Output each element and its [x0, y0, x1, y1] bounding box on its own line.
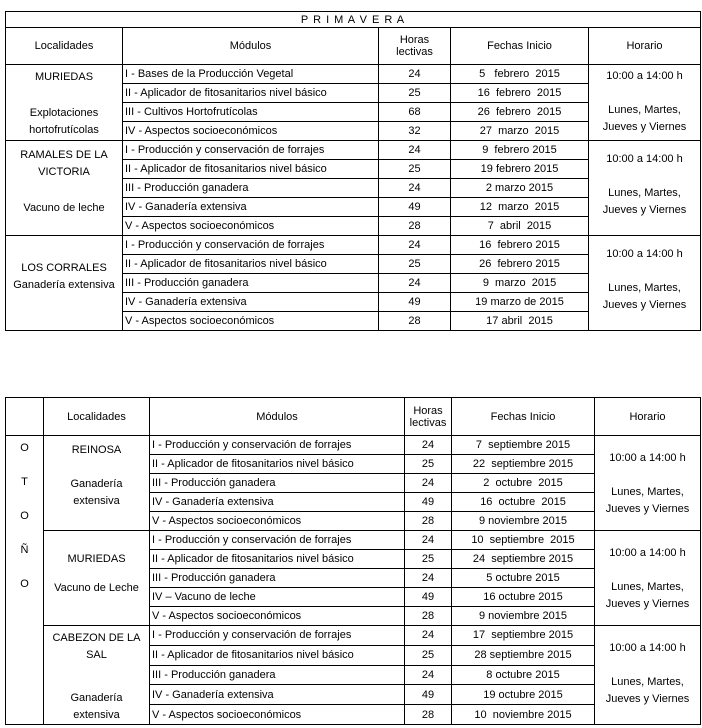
- location-specialty: Vacuno de Leche: [54, 582, 139, 594]
- location-name: CABEZON DE LA: [52, 632, 141, 644]
- header-horas: [405, 398, 452, 436]
- location-specialty: Ganadería: [70, 692, 123, 704]
- autumn-schedule-table: [5, 397, 701, 725]
- start-date-cell: 16 octubre 2015: [452, 588, 595, 607]
- header-modulos: Módulos: [123, 28, 379, 65]
- spacer: [595, 657, 700, 674]
- location-stack: [44, 626, 149, 724]
- start-date-cell: 19 febrero 2015: [451, 160, 589, 179]
- schedule-stack: [589, 236, 700, 314]
- schedule-stack: [595, 436, 700, 518]
- header-fechas: Fechas Inicio: [452, 398, 595, 436]
- start-date-cell: 19 marzo de 2015: [451, 293, 589, 312]
- module-cell: V - Aspectos socioeconómicos: [123, 312, 379, 331]
- hours-cell: 24: [379, 141, 451, 160]
- spring-schedule-table: [5, 11, 701, 331]
- schedule-time: 10:00 a 14:00 h: [606, 248, 683, 260]
- schedule-stack: [589, 141, 700, 219]
- spacer: [589, 263, 700, 280]
- location-cell: [44, 531, 150, 626]
- start-date-cell: 16 febrero 2015: [451, 236, 589, 255]
- schedule-cell: [595, 436, 701, 531]
- schedule-days: Lunes, Martes,: [611, 486, 684, 498]
- module-row: [6, 236, 701, 255]
- season-letter: T: [21, 476, 28, 488]
- start-date-cell: 16 febrero 2015: [451, 84, 589, 103]
- start-date-cell: 28 septiembre 2015: [452, 645, 595, 665]
- hours-cell: 32: [379, 122, 451, 141]
- start-date-cell: 26 febrero 2015: [451, 255, 589, 274]
- hours-cell: 49: [379, 293, 451, 312]
- start-date-cell: 8 octubre 2015: [452, 665, 595, 685]
- start-date-cell: 5 febrero 2015: [451, 65, 589, 84]
- schedule-time: 10:00 a 14:00 h: [609, 452, 686, 464]
- spacer: [589, 85, 700, 102]
- hours-cell: 24: [379, 179, 451, 198]
- start-date-cell: 27 marzo 2015: [451, 122, 589, 141]
- location-stack: [44, 531, 149, 597]
- spacer: [6, 181, 122, 200]
- season-letter: Ñ: [20, 544, 29, 556]
- schedule-days: Lunes, Martes,: [608, 104, 681, 116]
- module-row: [6, 141, 701, 160]
- location-stack: [6, 141, 122, 217]
- header-row: [6, 398, 701, 436]
- header-localidades: Localidades: [6, 28, 123, 65]
- spacer: [595, 562, 700, 579]
- season-letter: O: [20, 578, 29, 590]
- module-cell: II - Aplicador de fitosanitarios nivel básico: [150, 550, 405, 569]
- module-cell: II - Aplicador de fitosanitarios nivel básico: [150, 645, 405, 665]
- module-cell: IV - Ganadería extensiva: [123, 293, 379, 312]
- start-date-cell: 26 febrero 2015: [451, 103, 589, 122]
- schedule-time: 10:00 a 14:00 h: [609, 642, 686, 654]
- module-cell: II - Aplicador de fitosanitarios nivel básico: [123, 160, 379, 179]
- hours-cell: 28: [379, 217, 451, 236]
- start-date-cell: 24 septiembre 2015: [452, 550, 595, 569]
- header-horas-line1: Horas: [413, 404, 443, 417]
- schedule-days: Jueves y Viernes: [605, 598, 690, 610]
- hours-cell: 24: [405, 531, 452, 550]
- schedule-days: Lunes, Martes,: [608, 282, 681, 294]
- schedule-days: Lunes, Martes,: [611, 676, 684, 688]
- schedule-days: Jueves y Viernes: [602, 204, 687, 216]
- module-cell: I - Producción y conservación de forrajes: [150, 626, 405, 646]
- module-row: [6, 531, 701, 550]
- module-cell: III - Cultivos Hortofrutícolas: [123, 103, 379, 122]
- hours-cell: 24: [405, 569, 452, 588]
- schedule-cell: [595, 531, 701, 626]
- header-modulos: Módulos: [150, 398, 405, 436]
- header-horario: Horario: [595, 398, 701, 436]
- hours-cell: 24: [405, 436, 452, 455]
- hours-cell: 24: [405, 474, 452, 493]
- hours-cell: 49: [405, 493, 452, 512]
- module-cell: II - Aplicador de fitosanitarios nivel básico: [150, 455, 405, 474]
- hours-cell: 49: [379, 198, 451, 217]
- module-cell: IV – Vacuno de leche: [150, 588, 405, 607]
- location-name: MURIEDAS: [67, 553, 126, 565]
- header-row: [6, 28, 701, 65]
- location-specialty: extensiva: [73, 495, 120, 507]
- season-letters-cell: [6, 436, 44, 725]
- season-column-header: [6, 398, 44, 436]
- module-cell: IV - Ganadería extensiva: [150, 685, 405, 705]
- schedule-time: 10:00 a 14:00 h: [606, 153, 683, 165]
- location-name: LOS CORRALES: [21, 262, 107, 274]
- header-horas-line2: lectivas: [409, 416, 447, 429]
- hours-cell: 25: [405, 645, 452, 665]
- start-date-cell: 19 octubre 2015: [452, 685, 595, 705]
- spacer: [44, 568, 149, 580]
- hours-cell: 24: [379, 236, 451, 255]
- header-localidades: Localidades: [44, 398, 150, 436]
- module-cell: I - Producción y conservación de forrajes: [123, 236, 379, 255]
- schedule-time: 10:00 a 14:00 h: [609, 547, 686, 559]
- schedule-stack: [589, 65, 700, 136]
- schedule-days: Jueves y Viernes: [602, 121, 687, 133]
- hours-cell: 49: [405, 685, 452, 705]
- header-horas: [379, 28, 451, 65]
- schedule-time: 10:00 a 14:00 h: [606, 70, 683, 82]
- hours-cell: 28: [405, 607, 452, 626]
- schedule-days: Jueves y Viernes: [602, 299, 687, 311]
- module-cell: II - Aplicador de fitosanitarios nivel básico: [123, 255, 379, 274]
- schedule-days: Lunes, Martes,: [608, 187, 681, 199]
- schedule-stack: [595, 626, 700, 708]
- module-cell: V - Aspectos socioeconómicos: [123, 217, 379, 236]
- module-cell: V - Aspectos socioeconómicos: [150, 512, 405, 531]
- hours-cell: 25: [379, 160, 451, 179]
- start-date-cell: 9 febrero 2015: [451, 141, 589, 160]
- hours-cell: 28: [405, 512, 452, 531]
- start-date-cell: 10 septiembre 2015: [452, 531, 595, 550]
- module-cell: III - Producción ganadera: [123, 179, 379, 198]
- start-date-cell: 17 abril 2015: [451, 312, 589, 331]
- module-cell: I - Producción y conservación de forrajes: [150, 436, 405, 455]
- location-specialty: Ganadería: [70, 478, 123, 490]
- hours-cell: 28: [379, 312, 451, 331]
- start-date-cell: 5 octubre 2015: [452, 569, 595, 588]
- module-cell: III - Producción ganadera: [150, 474, 405, 493]
- location-name: REINOSA: [71, 444, 122, 456]
- start-date-cell: 9 noviembre 2015: [452, 607, 595, 626]
- start-date-cell: 7 septiembre 2015: [452, 436, 595, 455]
- module-row: [6, 65, 701, 84]
- location-name: Ganadería extensiva: [13, 279, 115, 291]
- module-cell: III - Producción ganadera: [123, 274, 379, 293]
- module-cell: III - Producción ganadera: [150, 665, 405, 685]
- module-cell: I - Producción y conservación de forrajes: [123, 141, 379, 160]
- spacer: [44, 664, 149, 690]
- header-horario: Horario: [589, 28, 701, 65]
- location-cell: [6, 236, 123, 331]
- start-date-cell: 17 septiembre 2015: [452, 626, 595, 646]
- schedule-days: Jueves y Viernes: [605, 503, 690, 515]
- season-letter: O: [20, 442, 29, 454]
- start-date-cell: 9 marzo 2015: [451, 274, 589, 293]
- start-date-cell: 7 abril 2015: [451, 217, 589, 236]
- location-cell: [44, 436, 150, 531]
- location-cell: [44, 626, 150, 725]
- start-date-cell: 2 marzo 2015: [451, 179, 589, 198]
- hours-cell: 25: [405, 455, 452, 474]
- module-cell: II - Aplicador de fitosanitarios nivel básico: [123, 84, 379, 103]
- season-letter: O: [20, 510, 29, 522]
- hours-cell: 24: [379, 274, 451, 293]
- spacer: [595, 467, 700, 484]
- header-horas-line1: Horas: [399, 34, 430, 46]
- location-specialty: extensiva: [73, 709, 120, 721]
- start-date-cell: 22 septiembre 2015: [452, 455, 595, 474]
- location-cell: [6, 65, 123, 141]
- season-letters: [6, 436, 43, 610]
- schedule-cell: [589, 141, 701, 236]
- location-specialty: hortofrutícolas: [29, 124, 99, 136]
- hours-cell: 25: [379, 255, 451, 274]
- spacer: [44, 459, 149, 476]
- module-row: [6, 626, 701, 646]
- hours-cell: 68: [379, 103, 451, 122]
- schedule-cell: [589, 236, 701, 331]
- header-horas-line2: lectivas: [396, 46, 433, 58]
- header-fechas: Fechas Inicio: [451, 28, 589, 65]
- schedule-days: Lunes, Martes,: [611, 581, 684, 593]
- location-stack: [6, 65, 122, 139]
- location-name: SAL: [86, 649, 107, 661]
- location-cell: [6, 141, 123, 236]
- module-cell: III - Producción ganadera: [150, 569, 405, 588]
- module-cell: IV - Ganadería extensiva: [123, 198, 379, 217]
- hours-cell: 24: [379, 65, 451, 84]
- hours-cell: 49: [405, 588, 452, 607]
- location-specialty: Explotaciones: [29, 107, 99, 119]
- start-date-cell: 2 octubre 2015: [452, 474, 595, 493]
- start-date-cell: 12 marzo 2015: [451, 198, 589, 217]
- module-cell: IV - Ganadería extensiva: [150, 493, 405, 512]
- location-stack: [6, 236, 122, 294]
- module-cell: V - Aspectos socioeconómicos: [150, 705, 405, 725]
- spacer: [6, 86, 122, 105]
- module-cell: I - Producción y conservación de forrajes: [150, 531, 405, 550]
- location-stack: [44, 436, 149, 510]
- season-title-primavera: P R I M A V E R A: [6, 12, 701, 28]
- location-name: MURIEDAS: [34, 71, 94, 83]
- hours-cell: 24: [405, 665, 452, 685]
- hours-cell: 25: [405, 550, 452, 569]
- schedule-stack: [595, 531, 700, 613]
- module-row: [6, 436, 701, 455]
- spacer: [589, 168, 700, 185]
- location-name: RAMALES DE LA: [20, 149, 108, 161]
- module-cell: V - Aspectos socioeconómicos: [150, 607, 405, 626]
- schedule-cell: [595, 626, 701, 725]
- location-name: VICTORIA: [38, 166, 90, 178]
- location-specialty: Vacuno de leche: [23, 202, 105, 214]
- schedule-days: Jueves y Viernes: [605, 693, 690, 705]
- hours-cell: 25: [379, 84, 451, 103]
- start-date-cell: 10 noviembre 2015: [452, 705, 595, 725]
- hours-cell: 24: [405, 626, 452, 646]
- hours-cell: 28: [405, 705, 452, 725]
- start-date-cell: 9 noviembre 2015: [452, 512, 595, 531]
- module-cell: IV - Aspectos socioeconómicos: [123, 122, 379, 141]
- module-cell: I - Bases de la Producción Vegetal: [123, 65, 379, 84]
- schedule-cell: [589, 65, 701, 141]
- start-date-cell: 16 octubre 2015: [452, 493, 595, 512]
